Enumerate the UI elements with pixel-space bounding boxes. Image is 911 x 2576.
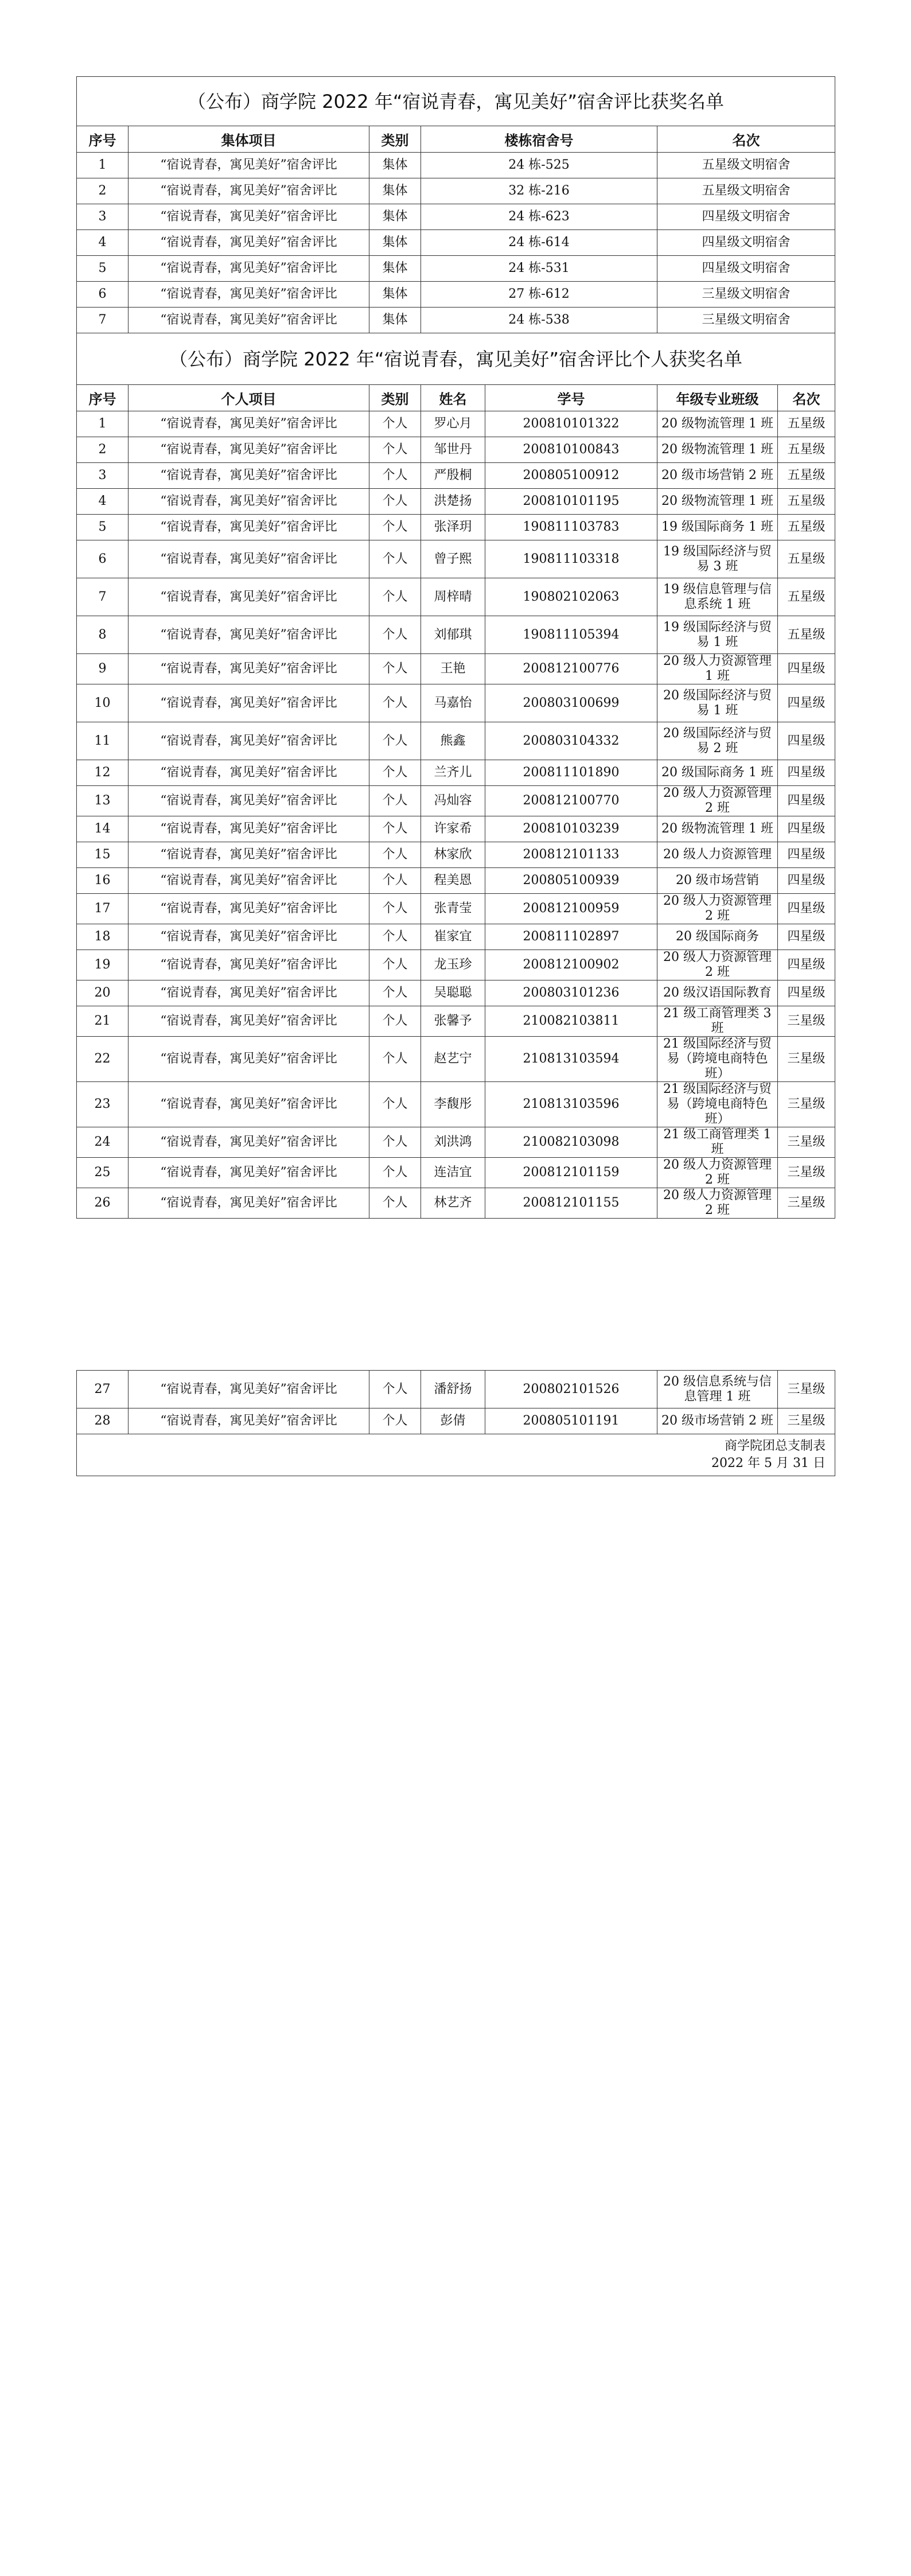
individual-cell: 五星级 xyxy=(778,437,835,463)
individual-cell: 五星级 xyxy=(778,463,835,489)
collective-cell: 24 栋-531 xyxy=(421,256,657,282)
collective-cell: “宿说青春，寓见美好”宿舍评比 xyxy=(129,308,369,333)
individual-row xyxy=(77,786,835,816)
individual-cell: 五星级 xyxy=(778,540,835,578)
individual-cell: “宿说青春，寓见美好”宿舍评比 xyxy=(129,950,369,980)
individual-cell: “宿说青春，寓见美好”宿舍评比 xyxy=(129,980,369,1006)
individual-cell: 22 xyxy=(77,1037,129,1082)
footer-issuer: 商学院团总支制表 xyxy=(724,1439,826,1453)
individual-cell: 四星级 xyxy=(778,654,835,684)
individual-row xyxy=(77,411,835,437)
individual-cell: 19 级国际经济与贸易 1 班 xyxy=(657,616,778,654)
footer-cell xyxy=(77,1434,835,1476)
individual-cell: 20 级人力资源管理 2 班 xyxy=(657,1158,778,1188)
individual-cell: 18 xyxy=(77,924,129,950)
collective-cell: 24 栋-623 xyxy=(421,204,657,230)
individual-cell: “宿说青春，寓见美好”宿舍评比 xyxy=(129,760,369,786)
individual-cell: 林艺齐 xyxy=(421,1188,485,1219)
individual-cell: 27 xyxy=(77,1371,129,1408)
individual-header-cell: 名次 xyxy=(778,385,835,411)
individual-row xyxy=(77,515,835,540)
individual-row xyxy=(77,722,835,760)
individual-cell: 个人 xyxy=(369,1082,421,1127)
individual-cell: 三星级 xyxy=(778,1408,835,1434)
collective-cell: 集体 xyxy=(369,256,421,282)
individual-cell: “宿说青春，寓见美好”宿舍评比 xyxy=(129,1006,369,1037)
individual-cell: 四星级 xyxy=(778,842,835,868)
individual-cell: 洪楚扬 xyxy=(421,489,485,515)
individual-cell: 个人 xyxy=(369,1371,421,1408)
individual-cell: 200811102897 xyxy=(485,924,657,950)
individual-cell: 个人 xyxy=(369,1127,421,1158)
individual-cell: 个人 xyxy=(369,489,421,515)
individual-cell: “宿说青春，寓见美好”宿舍评比 xyxy=(129,894,369,924)
individual-row xyxy=(77,1371,835,1408)
individual-cell: 23 xyxy=(77,1082,129,1127)
individual-cell: “宿说青春，寓见美好”宿舍评比 xyxy=(129,437,369,463)
individual-cell: 5 xyxy=(77,515,129,540)
footer-date: 2022 年 5 月 31 日 xyxy=(711,1456,826,1470)
individual-cell: 19 级信息管理与信息系统 1 班 xyxy=(657,578,778,616)
individual-cell: 200810100843 xyxy=(485,437,657,463)
individual-cell: 24 xyxy=(77,1127,129,1158)
individual-cell: 五星级 xyxy=(778,489,835,515)
individual-row xyxy=(77,463,835,489)
individual-cell: 9 xyxy=(77,654,129,684)
collective-cell: 四星级文明宿舍 xyxy=(657,230,835,256)
award-table-page2 xyxy=(76,1370,835,1476)
individual-cell: 兰齐儿 xyxy=(421,760,485,786)
individual-cell: 190811105394 xyxy=(485,616,657,654)
individual-cell: 210082103811 xyxy=(485,1006,657,1037)
individual-cell: 20 级人力资源管理 1 班 xyxy=(657,654,778,684)
individual-cell: 三星级 xyxy=(778,1127,835,1158)
collective-title-row xyxy=(77,77,835,126)
individual-cell: 个人 xyxy=(369,411,421,437)
individual-cell: 200805101191 xyxy=(485,1408,657,1434)
collective-cell: “宿说青春，寓见美好”宿舍评比 xyxy=(129,204,369,230)
individual-cell: “宿说青春，寓见美好”宿舍评比 xyxy=(129,1037,369,1082)
individual-cell: “宿说青春，寓见美好”宿舍评比 xyxy=(129,842,369,868)
individual-cell: 12 xyxy=(77,760,129,786)
individual-cell: 三星级 xyxy=(778,1371,835,1408)
individual-header-cell: 学号 xyxy=(485,385,657,411)
individual-cell: “宿说青春，寓见美好”宿舍评比 xyxy=(129,540,369,578)
individual-cell: 赵艺宁 xyxy=(421,1037,485,1082)
collective-header-cell: 类别 xyxy=(369,126,421,153)
individual-cell: 200803101236 xyxy=(485,980,657,1006)
individual-cell: 16 xyxy=(77,868,129,894)
individual-row xyxy=(77,437,835,463)
individual-cell: 200810101322 xyxy=(485,411,657,437)
individual-cell: 周梓晴 xyxy=(421,578,485,616)
individual-cell: 四星级 xyxy=(778,924,835,950)
individual-cell: 17 xyxy=(77,894,129,924)
individual-cell: 19 级国际经济与贸易 3 班 xyxy=(657,540,778,578)
individual-cell: 20 xyxy=(77,980,129,1006)
individual-cell: 三星级 xyxy=(778,1037,835,1082)
collective-cell: 五星级文明宿舍 xyxy=(657,153,835,178)
collective-cell: “宿说青春，寓见美好”宿舍评比 xyxy=(129,282,369,308)
individual-cell: 21 xyxy=(77,1006,129,1037)
individual-cell: 个人 xyxy=(369,722,421,760)
individual-cell: 10 xyxy=(77,684,129,722)
individual-cell: 潘舒扬 xyxy=(421,1371,485,1408)
individual-cell: 190802102063 xyxy=(485,578,657,616)
individual-cell: 200810101195 xyxy=(485,489,657,515)
collective-title: （公布）商学院 2022 年“宿说青春，寓见美好”宿舍评比获奖名单 xyxy=(77,77,835,126)
individual-cell: 个人 xyxy=(369,654,421,684)
individual-cell: 210813103594 xyxy=(485,1037,657,1082)
collective-cell: 24 栋-525 xyxy=(421,153,657,178)
individual-cell: 三星级 xyxy=(778,1082,835,1127)
individual-cell: 刘洪鸿 xyxy=(421,1127,485,1158)
individual-cell: 四星级 xyxy=(778,722,835,760)
collective-cell: 32 栋-216 xyxy=(421,178,657,204)
individual-row xyxy=(77,1158,835,1188)
individual-cell: 个人 xyxy=(369,540,421,578)
individual-cell: 个人 xyxy=(369,684,421,722)
individual-cell: “宿说青春，寓见美好”宿舍评比 xyxy=(129,868,369,894)
individual-row xyxy=(77,842,835,868)
individual-cell: 20 级国际商务 xyxy=(657,924,778,950)
individual-cell: 21 级国际经济与贸易（跨境电商特色班） xyxy=(657,1037,778,1082)
individual-cell: 200810103239 xyxy=(485,816,657,842)
individual-header-cell: 个人项目 xyxy=(129,385,369,411)
individual-cell: 28 xyxy=(77,1408,129,1434)
individual-cell: 210082103098 xyxy=(485,1127,657,1158)
individual-cell: 三星级 xyxy=(778,1006,835,1037)
individual-row xyxy=(77,1037,835,1082)
individual-cell: 五星级 xyxy=(778,616,835,654)
individual-cell: “宿说青春，寓见美好”宿舍评比 xyxy=(129,515,369,540)
individual-cell: 崔家宜 xyxy=(421,924,485,950)
collective-cell: “宿说青春，寓见美好”宿舍评比 xyxy=(129,178,369,204)
individual-row xyxy=(77,760,835,786)
collective-cell: 27 栋-612 xyxy=(421,282,657,308)
collective-row xyxy=(77,308,835,333)
collective-cell: “宿说青春，寓见美好”宿舍评比 xyxy=(129,256,369,282)
individual-cell: “宿说青春，寓见美好”宿舍评比 xyxy=(129,654,369,684)
collective-cell: 集体 xyxy=(369,230,421,256)
collective-header-cell: 楼栋宿舍号 xyxy=(421,126,657,153)
individual-cell: “宿说青春，寓见美好”宿舍评比 xyxy=(129,1188,369,1219)
individual-row xyxy=(77,489,835,515)
individual-cell: “宿说青春，寓见美好”宿舍评比 xyxy=(129,1082,369,1127)
individual-cell: 1 xyxy=(77,411,129,437)
individual-cell: 个人 xyxy=(369,515,421,540)
individual-cell: 20 级人力资源管理 2 班 xyxy=(657,1188,778,1219)
individual-cell: 三星级 xyxy=(778,1188,835,1219)
individual-cell: 李馥彤 xyxy=(421,1082,485,1127)
individual-row xyxy=(77,980,835,1006)
individual-header-cell: 序号 xyxy=(77,385,129,411)
individual-cell: 罗心月 xyxy=(421,411,485,437)
individual-cell: 20 级国际商务 1 班 xyxy=(657,760,778,786)
individual-cell: 200812100770 xyxy=(485,786,657,816)
collective-row xyxy=(77,153,835,178)
collective-cell: 7 xyxy=(77,308,129,333)
individual-cell: 200802101526 xyxy=(485,1371,657,1408)
individual-row xyxy=(77,1408,835,1434)
individual-cell: “宿说青春，寓见美好”宿舍评比 xyxy=(129,411,369,437)
individual-cell: 20 级物流管理 1 班 xyxy=(657,816,778,842)
individual-cell: “宿说青春，寓见美好”宿舍评比 xyxy=(129,816,369,842)
individual-title: （公布）商学院 2022 年“宿说青春，寓见美好”宿舍评比个人获奖名单 xyxy=(77,333,835,385)
individual-cell: “宿说青春，寓见美好”宿舍评比 xyxy=(129,1408,369,1434)
individual-cell: “宿说青春，寓见美好”宿舍评比 xyxy=(129,684,369,722)
collective-cell: “宿说青春，寓见美好”宿舍评比 xyxy=(129,153,369,178)
individual-cell: 21 级工商管理类 1 班 xyxy=(657,1127,778,1158)
individual-cell: 200803100699 xyxy=(485,684,657,722)
individual-cell: 四星级 xyxy=(778,894,835,924)
individual-cell: 20 级信息系统与信息管理 1 班 xyxy=(657,1371,778,1408)
individual-cell: 20 级物流管理 1 班 xyxy=(657,411,778,437)
award-table-page1 xyxy=(76,76,835,1219)
individual-cell: “宿说青春，寓见美好”宿舍评比 xyxy=(129,616,369,654)
individual-cell: 19 级国际商务 1 班 xyxy=(657,515,778,540)
individual-cell: 21 级工商管理类 3 班 xyxy=(657,1006,778,1037)
individual-cell: 连洁宜 xyxy=(421,1158,485,1188)
individual-row xyxy=(77,1082,835,1127)
individual-cell: 曾子熙 xyxy=(421,540,485,578)
individual-header-cell: 年级专业班级 xyxy=(657,385,778,411)
individual-cell: 熊鑫 xyxy=(421,722,485,760)
individual-cell: 11 xyxy=(77,722,129,760)
individual-cell: 20 级人力资源管理 2 班 xyxy=(657,786,778,816)
individual-row xyxy=(77,616,835,654)
individual-cell: “宿说青春，寓见美好”宿舍评比 xyxy=(129,578,369,616)
individual-row xyxy=(77,654,835,684)
individual-cell: 个人 xyxy=(369,816,421,842)
individual-cell: 26 xyxy=(77,1188,129,1219)
individual-cell: 19 xyxy=(77,950,129,980)
individual-cell: 四星级 xyxy=(778,868,835,894)
individual-cell: 张泽玥 xyxy=(421,515,485,540)
collective-header-cell: 序号 xyxy=(77,126,129,153)
collective-row xyxy=(77,282,835,308)
individual-cell: 邹世丹 xyxy=(421,437,485,463)
collective-row xyxy=(77,204,835,230)
collective-cell: 1 xyxy=(77,153,129,178)
individual-cell: 200811101890 xyxy=(485,760,657,786)
collective-cell: 集体 xyxy=(369,282,421,308)
collective-cell: 五星级文明宿舍 xyxy=(657,178,835,204)
individual-cell: 程美恩 xyxy=(421,868,485,894)
individual-row xyxy=(77,950,835,980)
individual-cell: 个人 xyxy=(369,1188,421,1219)
collective-cell: 24 栋-538 xyxy=(421,308,657,333)
individual-cell: 吴聪聪 xyxy=(421,980,485,1006)
individual-cell: 四星级 xyxy=(778,684,835,722)
individual-cell: 25 xyxy=(77,1158,129,1188)
individual-cell: 210813103596 xyxy=(485,1082,657,1127)
individual-cell: “宿说青春，寓见美好”宿舍评比 xyxy=(129,1371,369,1408)
collective-cell: 三星级文明宿舍 xyxy=(657,308,835,333)
individual-cell: 五星级 xyxy=(778,411,835,437)
individual-cell: 200812101159 xyxy=(485,1158,657,1188)
individual-cell: 个人 xyxy=(369,980,421,1006)
individual-cell: 2 xyxy=(77,437,129,463)
collective-row xyxy=(77,178,835,204)
individual-cell: 四星级 xyxy=(778,950,835,980)
individual-cell: 3 xyxy=(77,463,129,489)
individual-cell: 21 级国际经济与贸易（跨境电商特色班） xyxy=(657,1082,778,1127)
individual-cell: 五星级 xyxy=(778,578,835,616)
individual-cell: 200805100912 xyxy=(485,463,657,489)
individual-cell: 个人 xyxy=(369,1006,421,1037)
individual-cell: 龙玉珍 xyxy=(421,950,485,980)
individual-cell: 15 xyxy=(77,842,129,868)
individual-cell: “宿说青春，寓见美好”宿舍评比 xyxy=(129,722,369,760)
individual-cell: 14 xyxy=(77,816,129,842)
individual-header-cell: 类别 xyxy=(369,385,421,411)
individual-cell: 20 级市场营销 xyxy=(657,868,778,894)
collective-row xyxy=(77,256,835,282)
collective-cell: 集体 xyxy=(369,178,421,204)
individual-cell: 个人 xyxy=(369,437,421,463)
collective-cell: “宿说青春，寓见美好”宿舍评比 xyxy=(129,230,369,256)
individual-row xyxy=(77,924,835,950)
individual-cell: 刘郁琪 xyxy=(421,616,485,654)
individual-cell: 严殷桐 xyxy=(421,463,485,489)
individual-cell: 个人 xyxy=(369,760,421,786)
individual-header-row xyxy=(77,385,835,411)
individual-row xyxy=(77,894,835,924)
individual-cell: 20 级市场营销 2 班 xyxy=(657,1408,778,1434)
individual-cell: 个人 xyxy=(369,924,421,950)
collective-cell: 集体 xyxy=(369,308,421,333)
individual-cell: 20 级物流管理 1 班 xyxy=(657,489,778,515)
individual-cell: 张馨予 xyxy=(421,1006,485,1037)
individual-cell: 4 xyxy=(77,489,129,515)
individual-cell: 三星级 xyxy=(778,1158,835,1188)
individual-row xyxy=(77,540,835,578)
individual-cell: “宿说青春，寓见美好”宿舍评比 xyxy=(129,1158,369,1188)
individual-cell: 20 级汉语国际教育 xyxy=(657,980,778,1006)
collective-header-cell: 集体项目 xyxy=(129,126,369,153)
individual-cell: 个人 xyxy=(369,1158,421,1188)
individual-cell: 冯灿容 xyxy=(421,786,485,816)
collective-cell: 5 xyxy=(77,256,129,282)
individual-cell: 200812101155 xyxy=(485,1188,657,1219)
individual-cell: 五星级 xyxy=(778,515,835,540)
individual-cell: 张青莹 xyxy=(421,894,485,924)
individual-cell: “宿说青春，寓见美好”宿舍评比 xyxy=(129,924,369,950)
individual-row xyxy=(77,816,835,842)
individual-row xyxy=(77,868,835,894)
individual-cell: “宿说青春，寓见美好”宿舍评比 xyxy=(129,1127,369,1158)
individual-cell: 个人 xyxy=(369,463,421,489)
individual-cell: 200812100902 xyxy=(485,950,657,980)
individual-cell: 200805100939 xyxy=(485,868,657,894)
collective-cell: 四星级文明宿舍 xyxy=(657,256,835,282)
individual-cell: 200812100959 xyxy=(485,894,657,924)
individual-row xyxy=(77,1188,835,1219)
individual-row xyxy=(77,1006,835,1037)
individual-cell: 7 xyxy=(77,578,129,616)
individual-cell: 个人 xyxy=(369,1408,421,1434)
individual-cell: 20 级人力资源管理 xyxy=(657,842,778,868)
collective-cell: 集体 xyxy=(369,204,421,230)
individual-cell: 个人 xyxy=(369,894,421,924)
individual-cell: “宿说青春，寓见美好”宿舍评比 xyxy=(129,786,369,816)
collective-cell: 三星级文明宿舍 xyxy=(657,282,835,308)
collective-cell: 2 xyxy=(77,178,129,204)
individual-cell: 个人 xyxy=(369,1037,421,1082)
individual-cell: 王艳 xyxy=(421,654,485,684)
individual-cell: 8 xyxy=(77,616,129,654)
individual-header-cell: 姓名 xyxy=(421,385,485,411)
individual-cell: 20 级市场营销 2 班 xyxy=(657,463,778,489)
collective-cell: 24 栋-614 xyxy=(421,230,657,256)
individual-cell: 20 级物流管理 1 班 xyxy=(657,437,778,463)
collective-cell: 3 xyxy=(77,204,129,230)
individual-cell: 190811103783 xyxy=(485,515,657,540)
collective-header-cell: 名次 xyxy=(657,126,835,153)
collective-row xyxy=(77,230,835,256)
individual-cell: 20 级国际经济与贸易 1 班 xyxy=(657,684,778,722)
individual-cell: 个人 xyxy=(369,786,421,816)
individual-cell: 四星级 xyxy=(778,816,835,842)
individual-cell: 马嘉怡 xyxy=(421,684,485,722)
individual-cell: 200812101133 xyxy=(485,842,657,868)
individual-title-row xyxy=(77,333,835,385)
individual-cell: 林家欣 xyxy=(421,842,485,868)
collective-cell: 6 xyxy=(77,282,129,308)
individual-cell: 190811103318 xyxy=(485,540,657,578)
collective-cell: 四星级文明宿舍 xyxy=(657,204,835,230)
individual-row xyxy=(77,1127,835,1158)
individual-cell: 20 级人力资源管理 2 班 xyxy=(657,894,778,924)
individual-cell: 个人 xyxy=(369,868,421,894)
individual-cell: 个人 xyxy=(369,842,421,868)
collective-cell: 集体 xyxy=(369,153,421,178)
individual-cell: 四星级 xyxy=(778,980,835,1006)
collective-header-row xyxy=(77,126,835,153)
individual-cell: 四星级 xyxy=(778,786,835,816)
collective-cell: 4 xyxy=(77,230,129,256)
individual-cell: 彭倩 xyxy=(421,1408,485,1434)
individual-cell: “宿说青春，寓见美好”宿舍评比 xyxy=(129,463,369,489)
individual-cell: 个人 xyxy=(369,950,421,980)
individual-cell: 20 级国际经济与贸易 2 班 xyxy=(657,722,778,760)
individual-cell: “宿说青春，寓见美好”宿舍评比 xyxy=(129,489,369,515)
individual-cell: 200803104332 xyxy=(485,722,657,760)
individual-cell: 许家希 xyxy=(421,816,485,842)
individual-cell: 20 级人力资源管理 2 班 xyxy=(657,950,778,980)
individual-cell: 6 xyxy=(77,540,129,578)
individual-cell: 13 xyxy=(77,786,129,816)
footer-row xyxy=(77,1434,835,1476)
individual-cell: 四星级 xyxy=(778,760,835,786)
individual-cell: 个人 xyxy=(369,578,421,616)
individual-row xyxy=(77,684,835,722)
individual-cell: 个人 xyxy=(369,616,421,654)
individual-row xyxy=(77,578,835,616)
individual-cell: 200812100776 xyxy=(485,654,657,684)
